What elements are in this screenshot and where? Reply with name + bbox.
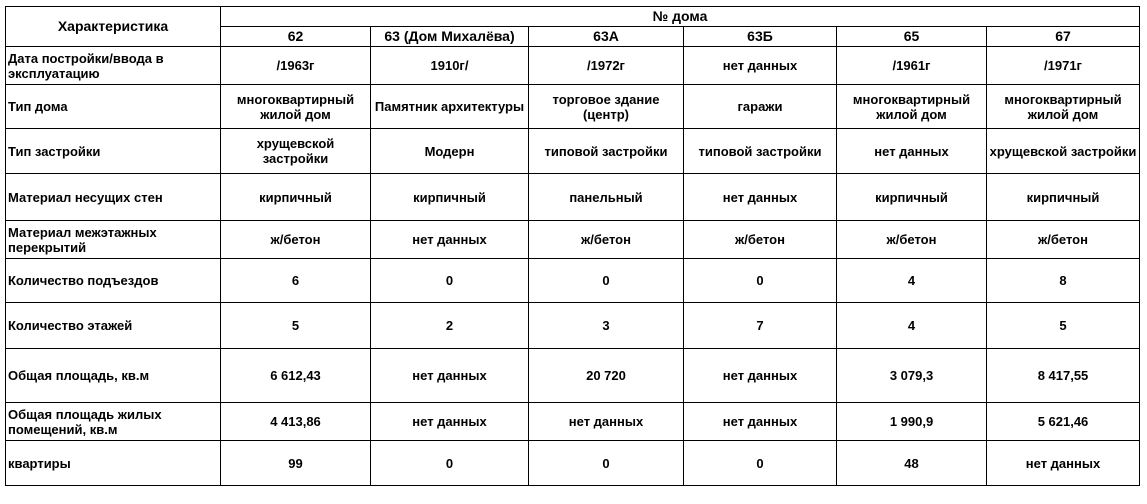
table-cell: 5 621,46 <box>987 403 1140 441</box>
table-cell: 8 417,55 <box>987 349 1140 403</box>
table-row <box>6 349 1140 403</box>
table-cell: 1 990,9 <box>837 403 987 441</box>
table-row <box>6 85 1140 129</box>
table-cell: гаражи <box>684 85 837 129</box>
table-cell: нет данных <box>371 349 529 403</box>
table-cell: 0 <box>371 441 529 486</box>
table-cell: 4 <box>837 303 987 349</box>
table-cell: 5 <box>987 303 1140 349</box>
table-cell: кирпичный <box>837 174 987 221</box>
table-row <box>6 259 1140 303</box>
row-label: Тип застройки <box>6 129 221 174</box>
house-header: 63Б <box>684 27 837 47</box>
table-row <box>6 441 1140 486</box>
table-cell: многоквартирный жилой дом <box>837 85 987 129</box>
header-group-row <box>6 7 1140 27</box>
table-cell: 6 612,43 <box>221 349 371 403</box>
table-cell: 7 <box>684 303 837 349</box>
house-header: 67 <box>987 27 1140 47</box>
table-cell: нет данных <box>684 403 837 441</box>
table-cell: панельный <box>529 174 684 221</box>
table-cell: 3 079,3 <box>837 349 987 403</box>
row-label: Общая площадь жилых помещений, кв.м <box>6 403 221 441</box>
table-cell: 2 <box>371 303 529 349</box>
table-cell: многоквартирный жилой дом <box>987 85 1140 129</box>
house-header: 62 <box>221 27 371 47</box>
table-row <box>6 174 1140 221</box>
table-cell: /1963г <box>221 47 371 85</box>
table-cell: 8 <box>987 259 1140 303</box>
table-cell: 4 <box>837 259 987 303</box>
table-cell: 48 <box>837 441 987 486</box>
table-cell: нет данных <box>987 441 1140 486</box>
table-row <box>6 129 1140 174</box>
table-cell: Модерн <box>371 129 529 174</box>
table-cell: 0 <box>684 441 837 486</box>
table-cell: ж/бетон <box>837 221 987 259</box>
row-label: Общая площадь, кв.м <box>6 349 221 403</box>
table-cell: 6 <box>221 259 371 303</box>
table-cell: 20 720 <box>529 349 684 403</box>
table-cell: 0 <box>684 259 837 303</box>
table-cell: нет данных <box>371 221 529 259</box>
row-label: Материал межэтажных перекрытий <box>6 221 221 259</box>
table-cell: Памятник архитектуры <box>371 85 529 129</box>
house-header: 63 (Дом Михалёва) <box>371 27 529 47</box>
house-number-header: № дома <box>221 7 1140 27</box>
house-header: 65 <box>837 27 987 47</box>
row-label: Материал несущих стен <box>6 174 221 221</box>
table-cell: /1961г <box>837 47 987 85</box>
table-cell: ж/бетон <box>987 221 1140 259</box>
table-cell: 3 <box>529 303 684 349</box>
row-label: Тип дома <box>6 85 221 129</box>
table-cell: 1910г/ <box>371 47 529 85</box>
table-cell: 0 <box>529 259 684 303</box>
table-cell: нет данных <box>837 129 987 174</box>
table-cell: кирпичный <box>371 174 529 221</box>
house-characteristics-table <box>5 6 1140 486</box>
table-cell: ж/бетон <box>529 221 684 259</box>
row-label: квартиры <box>6 441 221 486</box>
table-cell: многоквартирный жилой дом <box>221 85 371 129</box>
table-cell: нет данных <box>371 403 529 441</box>
table-cell: хрущевской застройки <box>221 129 371 174</box>
row-label: Количество подъездов <box>6 259 221 303</box>
table-cell: 5 <box>221 303 371 349</box>
table-row <box>6 47 1140 85</box>
table-cell: 99 <box>221 441 371 486</box>
table-cell: ж/бетон <box>221 221 371 259</box>
table-cell: 0 <box>529 441 684 486</box>
table-cell: нет данных <box>529 403 684 441</box>
table-cell: нет данных <box>684 47 837 85</box>
table-cell: нет данных <box>684 174 837 221</box>
table-cell: хрущевской застройки <box>987 129 1140 174</box>
table-cell: 0 <box>371 259 529 303</box>
row-label: Количество этажей <box>6 303 221 349</box>
table-cell: торговое здание (центр) <box>529 85 684 129</box>
house-header: 63А <box>529 27 684 47</box>
table-cell: типовой застройки <box>684 129 837 174</box>
table-cell: кирпичный <box>221 174 371 221</box>
table-cell: /1972г <box>529 47 684 85</box>
table-cell: 4 413,86 <box>221 403 371 441</box>
row-label: Дата постройки/ввода в эксплуатацию <box>6 47 221 85</box>
table-cell: /1971г <box>987 47 1140 85</box>
table-cell: нет данных <box>684 349 837 403</box>
table-row <box>6 221 1140 259</box>
table-row <box>6 403 1140 441</box>
characteristic-header: Характеристика <box>6 7 221 47</box>
table-row <box>6 303 1140 349</box>
table-cell: кирпичный <box>987 174 1140 221</box>
table-cell: ж/бетон <box>684 221 837 259</box>
table-cell: типовой застройки <box>529 129 684 174</box>
